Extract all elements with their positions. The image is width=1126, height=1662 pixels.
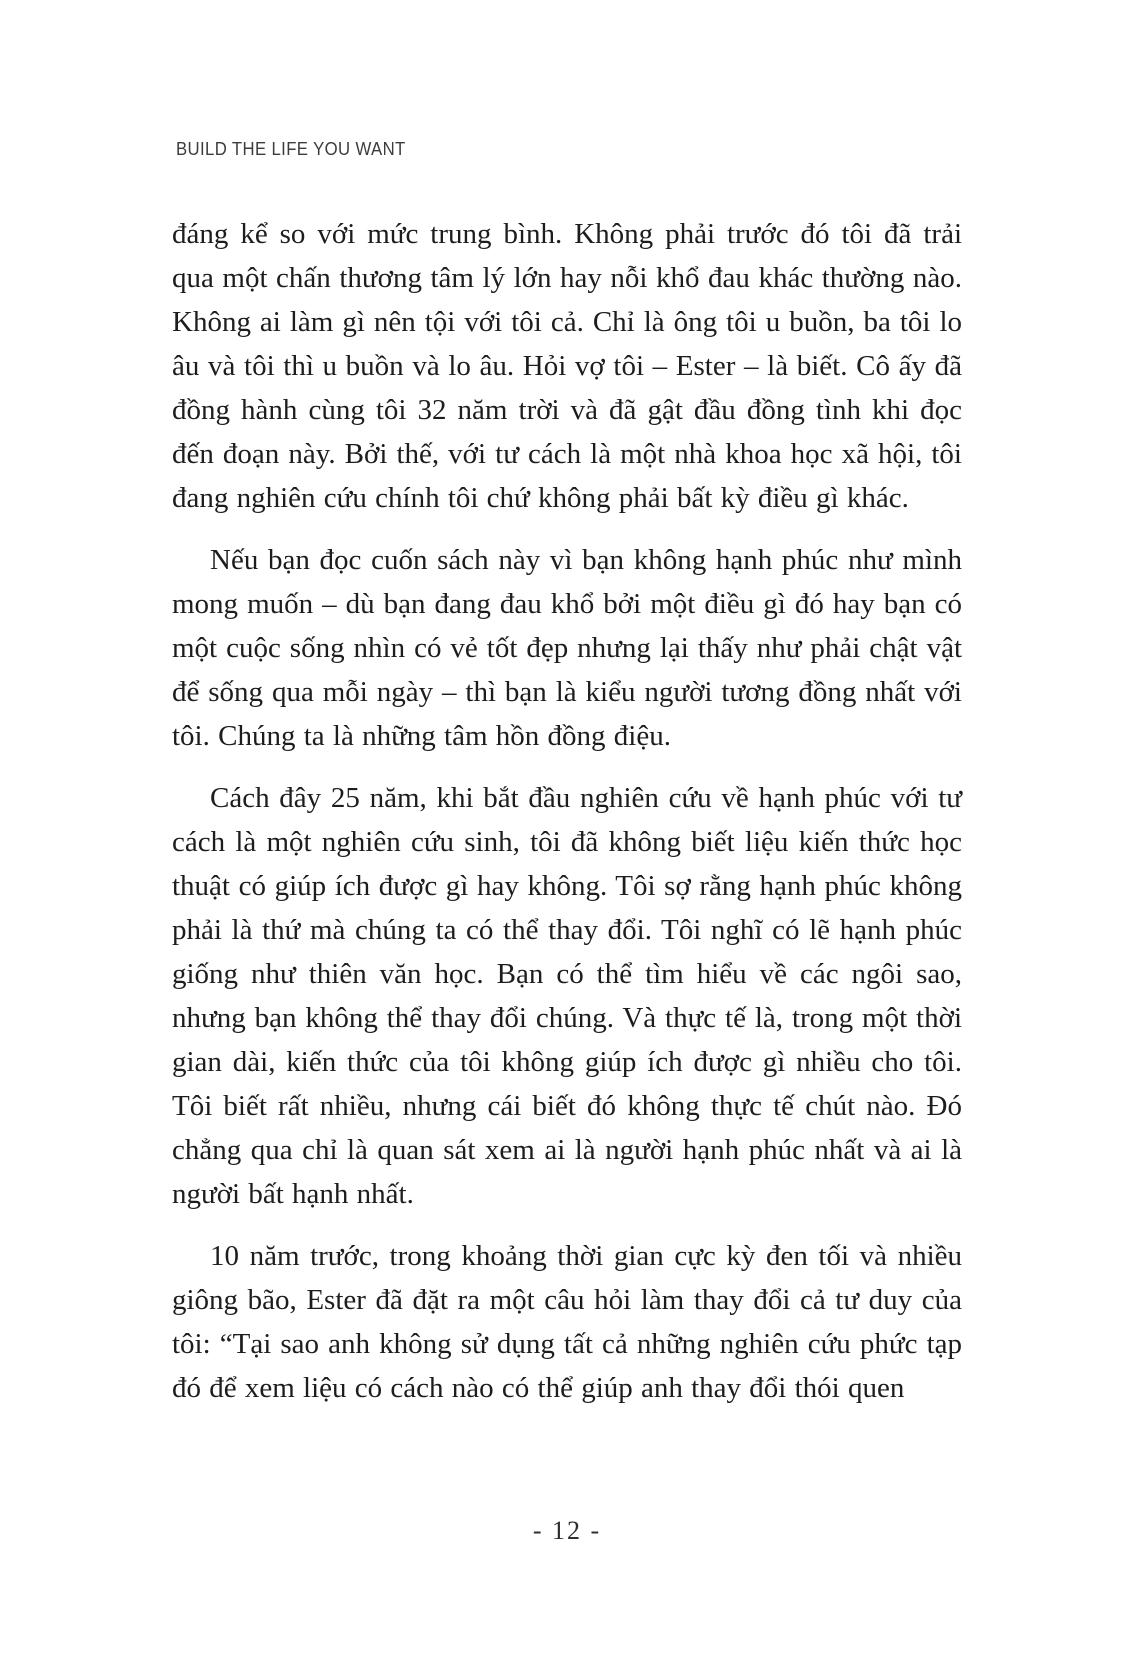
page-number: - 12 - bbox=[532, 1516, 602, 1545]
body-paragraph: 10 năm trước, trong khoảng thời gian cực kỳ đen tối và nhiều giông bão, Ester đã đặt ra một câu hỏi làm thay đổi cả tư duy của tôi: “Tại sao anh không sử dụng tất cả những nghiên cứu phức tạp đó để xem liệu có cách nào có thể giúp anh thay đổi thói quen bbox=[172, 1240, 962, 1404]
running-header: BUILD THE LIFE YOU WANT bbox=[176, 139, 406, 159]
body-paragraph: Cách đây 25 năm, khi bắt đầu nghiên cứu về hạnh phúc với tư cách là một nghiên cứu sinh, tôi đã không biết liệu kiến thức học thuật có giúp ích được gì hay không. Tôi sợ rằng hạnh phúc không phải là thứ mà chúng ta có thể thay đổi. Tôi nghĩ có lẽ hạnh phúc giống như thiên văn học. Bạn có thể tìm hiểu về các ngôi sao, nhưng bạn không thể thay đổi chúng. Và thực tế là, trong một thời gian dài, kiến thức của tôi không giúp ích được gì nhiều cho tôi. Tôi biết rất nhiều, nhưng cái biết đó không thực tế chút nào. Đó chẳng qua chỉ là quan sát xem ai là người hạnh phúc nhất và ai là người bất hạnh nhất. bbox=[172, 782, 962, 1210]
body-paragraph: đáng kể so với mức trung bình. Không phải trước đó tôi đã trải qua một chấn thương tâm lý lớn hay nỗi khổ đau khác thường nào. Không ai làm gì nên tội với tôi cả. Chỉ là ông tôi u buồn, ba tôi lo âu và tôi thì u buồn và lo âu. Hỏi vợ tôi – Ester – là biết. Cô ấy đã đồng hành cùng tôi 32 năm trời và đã gật đầu đồng tình khi đọc đến đoạn này. Bởi thế, với tư cách là một nhà khoa học xã hội, tôi đang nghiên cứu chính tôi chứ không phải bất kỳ điều gì khác. bbox=[172, 218, 962, 514]
body-paragraph: Nếu bạn đọc cuốn sách này vì bạn không hạnh phúc như mình mong muốn – dù bạn đang đau khổ bởi một điều gì đó hay bạn có một cuộc sống nhìn có vẻ tốt đẹp nhưng lại thấy như phải chật vật để sống qua mỗi ngày – thì bạn là kiểu người tương đồng nhất với tôi. Chúng ta là những tâm hồn đồng điệu. bbox=[172, 544, 962, 752]
page-body bbox=[172, 212, 962, 1428]
